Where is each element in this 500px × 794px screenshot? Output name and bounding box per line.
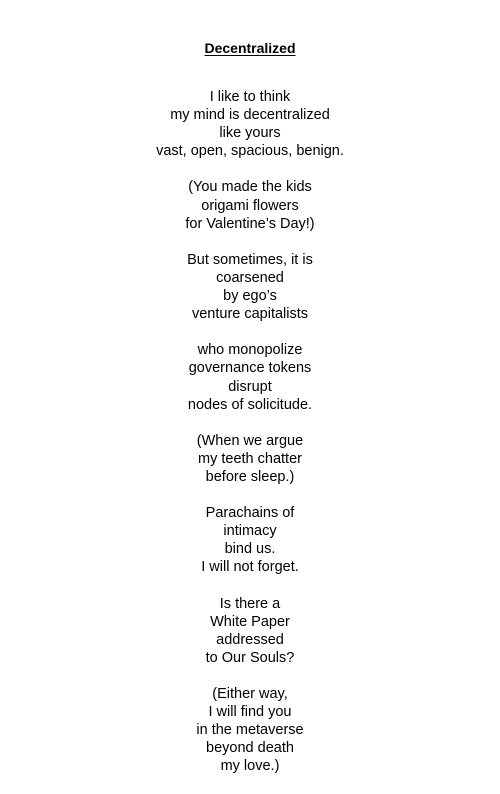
poem-body — [0, 88, 500, 794]
poem-line: who monopolize — [197, 342, 303, 359]
poem-line: my love.) — [220, 758, 280, 775]
poem-line: intimacy — [223, 523, 277, 540]
poem-line: vast, open, spacious, benign. — [156, 143, 344, 160]
poem-line: my teeth chatter — [198, 450, 302, 467]
poem-line: by ego’s — [223, 288, 277, 305]
poem-line: in the metaverse — [196, 722, 304, 739]
poem-title: Decentralized — [204, 40, 296, 56]
poem-line: origami flowers — [201, 197, 299, 214]
poem-stanza — [0, 432, 500, 486]
poem-line: coarsened — [216, 269, 284, 286]
poem-line: venture capitalists — [191, 306, 309, 323]
poem-stanza — [0, 504, 500, 576]
poem-line: governance tokens — [188, 360, 312, 377]
poem-line: before sleep.) — [205, 468, 295, 485]
poem-line: disrupt — [228, 378, 272, 395]
poem-stanza — [0, 341, 500, 413]
poem-line: to Our Souls? — [205, 649, 295, 666]
poem-stanza — [0, 685, 500, 775]
poem-line: bind us. — [224, 541, 276, 558]
poem-line: I will find you — [208, 704, 292, 721]
poem-line: Parachains of — [205, 505, 295, 522]
poem-line: beyond death — [206, 740, 294, 757]
poem-stanza — [0, 88, 500, 160]
poem-stanza — [0, 251, 500, 323]
poem-line: I will not forget. — [201, 559, 299, 576]
poem-stanza — [0, 178, 500, 232]
poem-line: White Paper — [210, 613, 290, 630]
poem-line: (When we argue — [196, 432, 304, 449]
poem-line: like yours — [219, 125, 281, 142]
poem-line: (You made the kids — [188, 179, 312, 196]
poem-line: But sometimes, it is — [187, 251, 313, 268]
poem-line: (Either way, — [212, 686, 288, 703]
poem-line: my mind is decentralized — [170, 107, 330, 124]
poem-line: I like to think — [209, 89, 291, 105]
poem-stanza — [0, 595, 500, 667]
poem-line: nodes of solicitude. — [187, 396, 313, 413]
poem-line: Is there a — [219, 595, 281, 612]
poem-line: addressed — [216, 631, 284, 648]
poem-line: for Valentine’s Day!) — [185, 215, 315, 232]
